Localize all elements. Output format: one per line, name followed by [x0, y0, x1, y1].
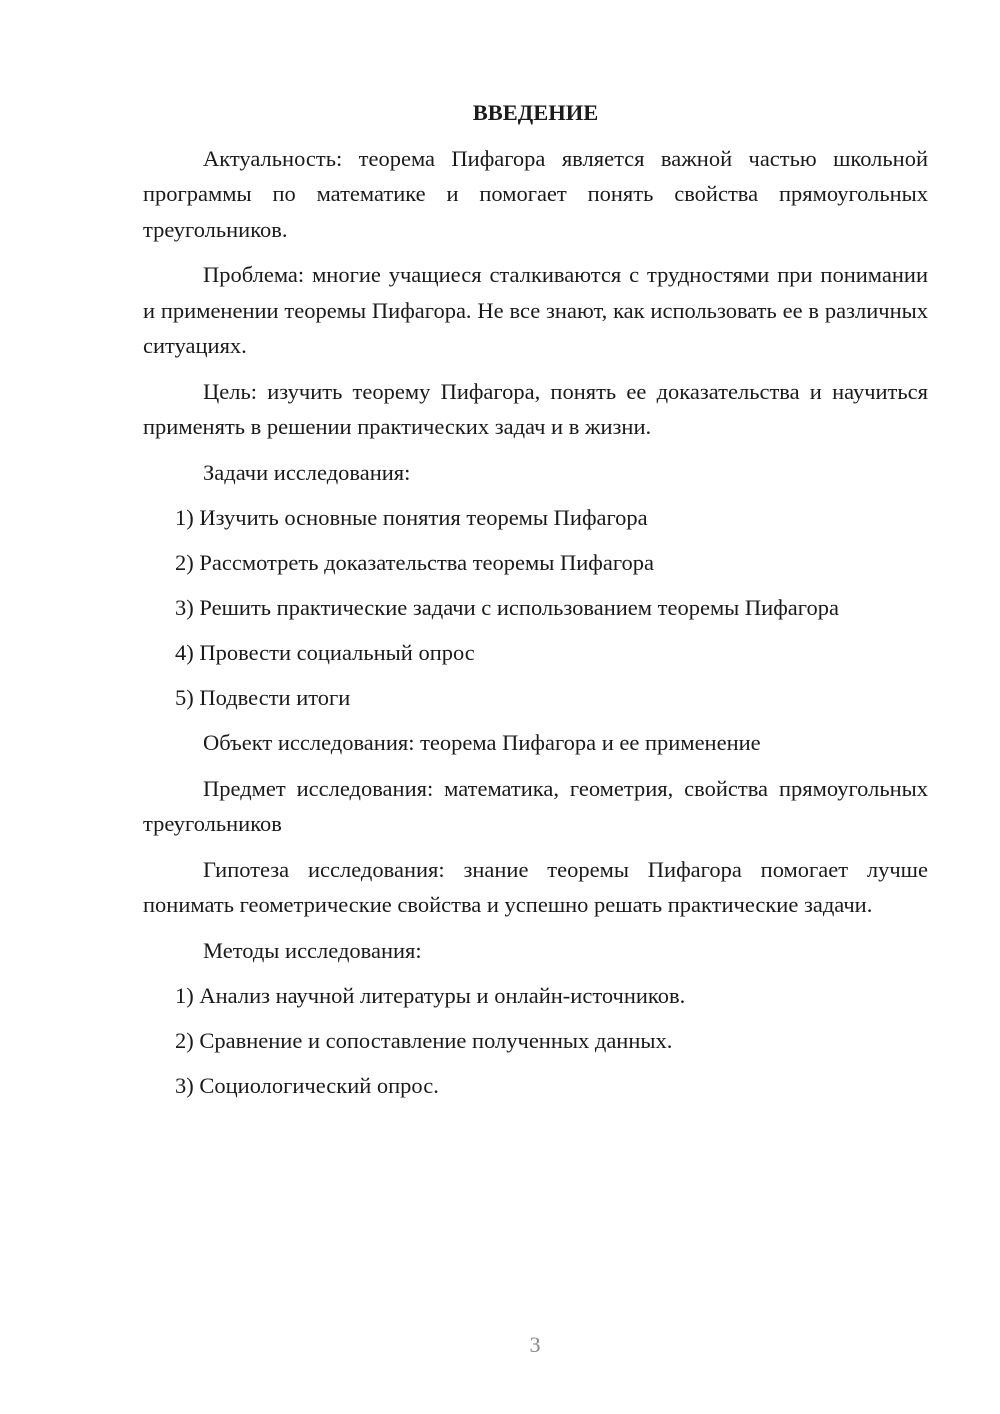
page-number: 3	[529, 1332, 541, 1357]
list-item: 3) Социологический опрос.	[175, 1073, 439, 1098]
tasks-list	[143, 500, 928, 716]
list-item: 1) Изучить основные понятия теоремы Пифагора	[175, 505, 648, 530]
goal-paragraph: Цель: изучить теорему Пифагора, понять ее доказательства и научиться применять в решении практических задач и в жизни.	[143, 378, 928, 439]
relevance-paragraph: Актуальность: теорема Пифагора является важной частью школьной программы по математике и помогает понять свойства прямоугольных треугольников.	[143, 145, 928, 242]
document-body	[143, 95, 928, 1113]
list-item: 2) Сравнение и сопоставление полученных данных.	[175, 1028, 673, 1053]
list-item: 3) Решить практические задачи с использованием теоремы Пифагора	[175, 595, 839, 620]
problem-paragraph: Проблема: многие учащиеся сталкиваются с трудностями при понимании и применении теоремы Пифагора. Не все знают, как использовать ее в различных ситуациях.	[143, 262, 928, 358]
methods-list	[143, 978, 928, 1104]
tasks-heading: Задачи исследования:	[203, 459, 411, 485]
list-item: 5) Подвести итоги	[175, 685, 351, 710]
page-title: ВВЕДЕНИЕ	[472, 100, 599, 125]
list-item: 4) Провести социальный опрос	[175, 640, 475, 665]
object-paragraph: Объект исследования: теорема Пифагора и ее применение	[203, 730, 761, 755]
subject-paragraph: Предмет исследования: математика, геометрия, свойства прямоугольных треугольников	[143, 775, 928, 836]
list-item: 1) Анализ научной литературы и онлайн-источников.	[175, 983, 686, 1008]
hypothesis-paragraph: Гипотеза исследования: знание теоремы Пифагора помогает лучше понимать геометрические свойства и успешно решать практические задачи.	[143, 856, 928, 917]
list-item: 2) Рассмотреть доказательства теоремы Пифагора	[175, 550, 655, 575]
methods-heading: Методы исследования:	[203, 937, 422, 963]
